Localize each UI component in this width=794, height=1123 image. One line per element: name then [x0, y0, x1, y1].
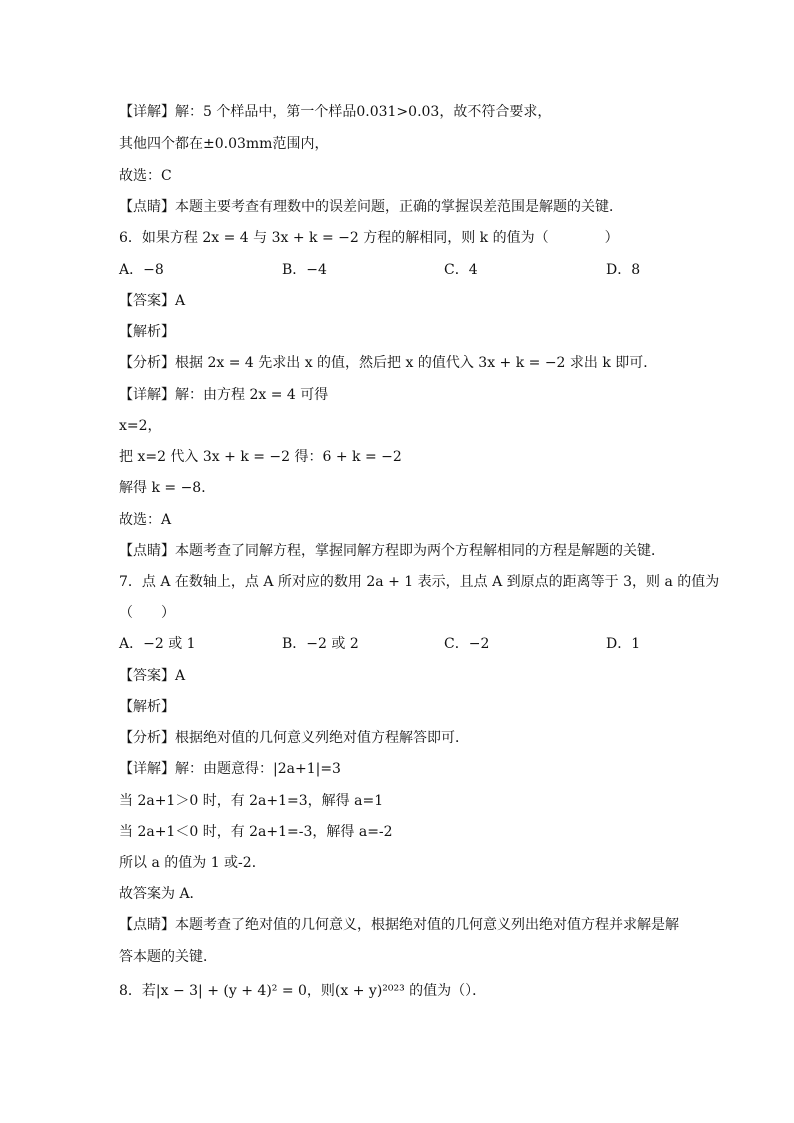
answer-choice-line: 故选：C	[119, 168, 172, 184]
q6-option-b: B．−4	[282, 262, 327, 278]
detail-line: 所以 a 的值为 1 或-2．	[119, 855, 266, 871]
q6-option-a: A．−8	[119, 262, 164, 278]
comment-line: 【点睛】本题主要考查有理数中的误差问题，正确的掌握误差范围是解题的关键．	[119, 199, 623, 215]
q6-option-d: D．8	[606, 262, 641, 278]
detail-line: 解得 k = −8．	[119, 480, 216, 496]
detail-line: x=2，	[119, 418, 162, 434]
q6-option-c: C．4	[444, 262, 478, 278]
q7-option-d: D．1	[606, 636, 641, 652]
analysis-line: 【分析】根据绝对值的几何意义列绝对值方程解答即可．	[119, 730, 469, 746]
answer-label: 【答案】A	[119, 293, 186, 309]
q7-option-c: C．−2	[444, 636, 490, 652]
comment-line: 【点睛】本题考查了同解方程，掌握同解方程即为两个方程解相同的方程是解题的关键．	[119, 543, 665, 559]
detail-line: 【详解】解：由题意得：|2a+1|=3	[119, 761, 341, 777]
comment-line-continued: 答本题的关键．	[119, 949, 217, 965]
answer-conclusion-line: 故答案为 A．	[119, 886, 204, 902]
analysis-label: 【解析】	[119, 699, 175, 715]
detail-line: 把 x=2 代入 3x + k = −2 得：6 + k = −2	[119, 449, 402, 465]
detail-line-2: 其他四个都在±0.03mm范围内，	[119, 136, 329, 152]
answer-choice-line: 故选：A	[119, 512, 172, 528]
q7-option-a: A．−2 或 1	[119, 636, 196, 652]
q7-option-b: B．−2 或 2	[282, 636, 359, 652]
detail-line-1: 【详解】解：5 个样品中，第一个样品0.031>0.03，故不符合要求，	[119, 104, 552, 120]
analysis-label: 【解析】	[119, 324, 175, 340]
question-6: 6．如果方程 2x = 4 与 3x + k = −2 方程的解相同，则 k 的值为（ ）	[119, 230, 619, 246]
answer-label: 【答案】A	[119, 668, 186, 684]
question-8: 8．若|x − 3| + (y + 4)² = 0，则(x + y)²⁰²³ 的值为（）．	[119, 983, 487, 999]
comment-line: 【点睛】本题考查了绝对值的几何意义，根据绝对值的几何意义列出绝对值方程并求解是解	[119, 917, 679, 933]
question-7-bracket: （ ）	[119, 605, 175, 621]
analysis-line: 【分析】根据 2x = 4 先求出 x 的值，然后把 x 的值代入 3x + k = −2 求出 k 即可．	[119, 355, 658, 371]
question-7: 7．点 A 在数轴上，点 A 所对应的数用 2a + 1 表示，且点 A 到原点的距离等于 3，则 a 的值为	[119, 574, 720, 590]
detail-line: 当 2a+1＜0 时，有 2a+1=-3，解得 a=-2	[119, 824, 393, 840]
detail-line: 【详解】解：由方程 2x = 4 可得	[119, 387, 329, 403]
detail-line: 当 2a+1＞0 时，有 2a+1=3，解得 a=1	[119, 793, 384, 809]
